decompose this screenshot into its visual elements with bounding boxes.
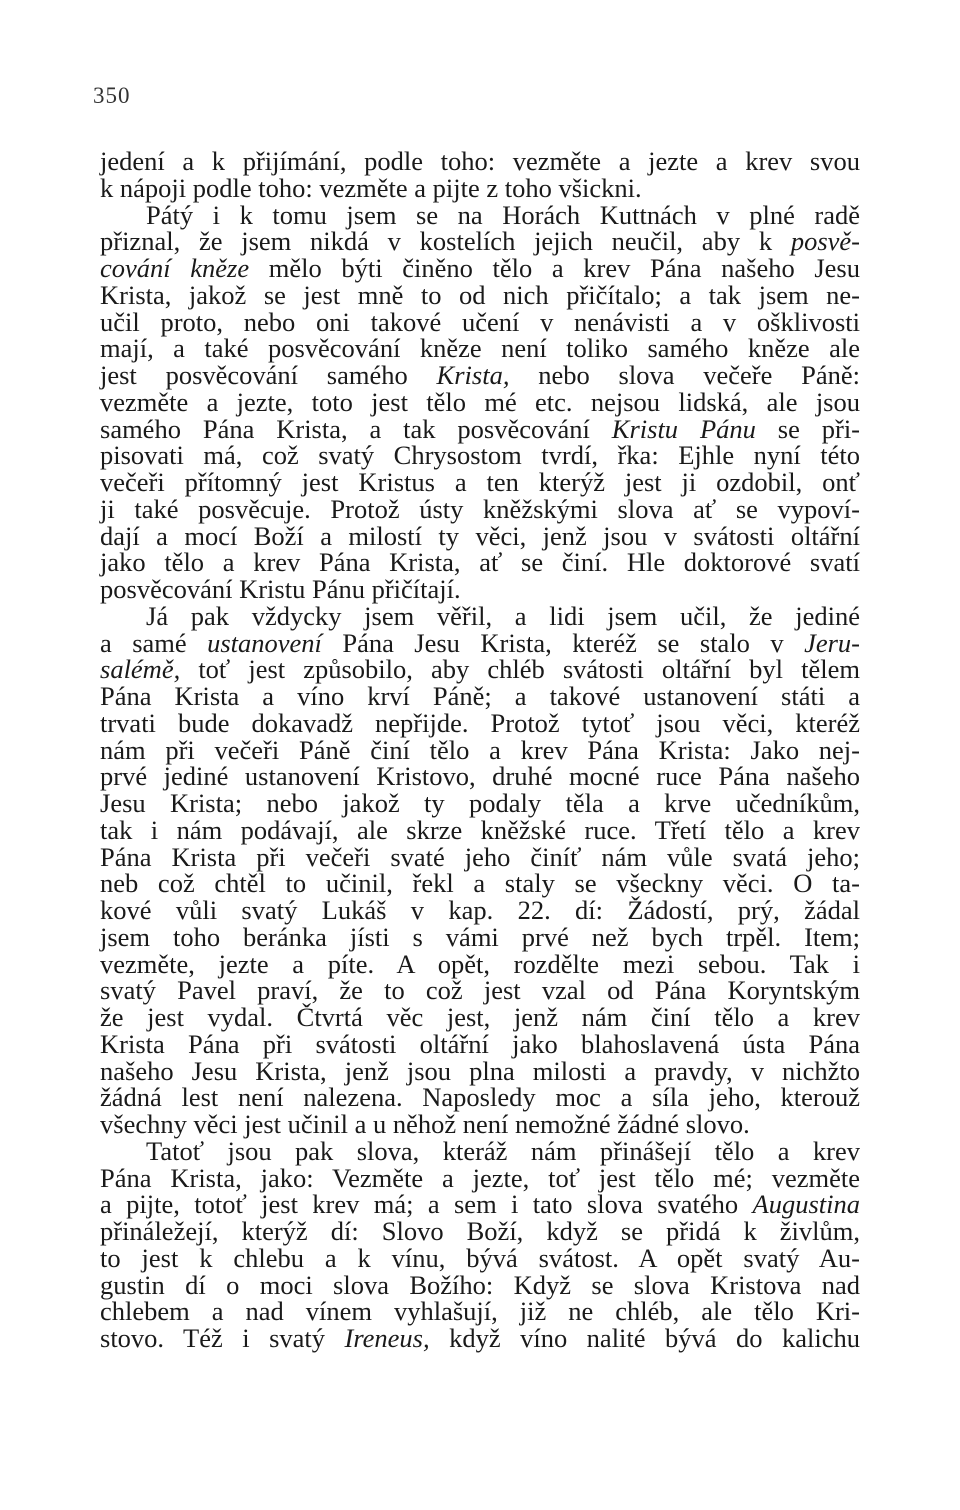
text-segment: vezměte, jezte a píte. A opět, rozdělte mezi sebou. Tak i	[100, 948, 860, 979]
text-segment: přiznal, že jsem nikdá v kostelích jejich neučil, aby k	[100, 226, 791, 257]
text-line	[100, 683, 860, 710]
text-line	[100, 148, 860, 175]
body-text	[100, 148, 860, 1352]
text-segment: Pána Krista při večeři svaté jeho činíť nám vůle svatá jeho;	[100, 841, 860, 872]
page-number: 350	[93, 83, 131, 108]
italic-text: Kristu Pánu	[611, 413, 756, 444]
text-line	[100, 656, 860, 683]
text-line	[100, 576, 860, 603]
text-segment: trvati bude dokavadž nepřijde. Protož tytoť jsou věci, kteréž	[100, 707, 860, 738]
text-line	[100, 1162, 860, 1193]
text-line	[100, 1218, 860, 1245]
italic-text: Ireneus,	[344, 1323, 430, 1353]
text-segment: mělo býti činěno tělo a krev Pána našeho Jesu	[249, 253, 860, 283]
text-segment: nám při večeři Páně činí tělo a krev Pána Krista: Jako nej-	[100, 734, 860, 765]
text-line	[100, 255, 860, 282]
italic-text: salémě,	[100, 654, 181, 685]
text-line	[100, 1135, 860, 1166]
text-segment: všechny věci jest učinil a u něhož není nemožné žádné slovo.	[100, 1109, 750, 1139]
text-line	[100, 948, 860, 979]
text-segment: a pijte, totoť jest krev má; a sem i tato slova svatého	[100, 1189, 753, 1220]
text-segment: večeři přítomný jest Kristus a ten kterýž jest ji ozdobil, onť	[100, 467, 860, 497]
text-line	[100, 228, 860, 255]
text-segment: k nápoji podle toho: vezměte a pijte z toho všickni.	[100, 172, 642, 203]
text-line	[100, 1028, 860, 1059]
text-segment: vezměte a jezte, toto jest tělo mé etc. nejsou lidská, ale jsou	[100, 386, 860, 417]
text-line	[100, 1325, 860, 1352]
text-segment: jsem toho beránka jísti s vámi prvé než bych trpěl. Item;	[100, 921, 860, 952]
text-line	[100, 469, 860, 496]
text-line	[100, 1084, 860, 1111]
text-line	[100, 977, 860, 1004]
text-segment: Jesu Krista; nebo jakož ty podaly těla a krve učedníkům,	[100, 788, 860, 818]
text-line	[100, 335, 860, 362]
text-line	[100, 1298, 860, 1325]
text-line	[100, 362, 860, 389]
text-line	[100, 413, 861, 444]
text-segment: jest posvěcování samého	[100, 360, 437, 390]
text-segment: to jest k chlebu a k vínu, bývá svátost. A opět svatý Au-	[100, 1242, 860, 1273]
text-segment: stovo. Též i svatý	[100, 1323, 345, 1353]
text-segment: Pána Jesu Krista, kteréž se stalo v	[321, 627, 805, 658]
text-segment: Pána Krista, jako: Vezměte a jezte, toť jest tělo mé; vezměte	[100, 1162, 860, 1193]
text-segment: mají, a také posvěcování kněze není toliko samého kněze ale	[100, 333, 860, 364]
text-segment: gustin dí o moci slova Božího: Když se slova Kristova nad	[100, 1269, 860, 1300]
text-segment: jedení a k přijímání, podle toho: vezměte a jezte a krev svou	[100, 146, 860, 176]
text-line	[100, 386, 860, 417]
text-segment: chlebem a nad vínem vyhlašují, již ne chléb, ale tělo Kri-	[100, 1296, 860, 1327]
text-segment: a samé	[100, 627, 208, 658]
text-line	[100, 600, 860, 631]
text-segment: Pátý i k tomu jsem se na Horách Kuttnách v plné radě	[146, 199, 860, 230]
text-segment: samého Pána Krista, a tak posvěcování	[100, 413, 612, 444]
text-segment: našeho Jesu Krista, jenž jsou plna milosti a pravdy, v nichžto	[100, 1055, 860, 1086]
text-segment: učil proto, nebo oni takové učení v nenávisti a v ošklivosti	[100, 306, 860, 337]
text-line	[100, 172, 860, 203]
text-line	[100, 897, 860, 924]
text-line	[100, 1004, 860, 1031]
text-line	[100, 279, 860, 310]
text-segment: Krista, jakož se jest mně to od nich přičítalo; a tak jsem ne-	[100, 279, 860, 310]
text-line	[100, 199, 860, 230]
text-segment: Tatoť jsou pak slova, kteráž nám přinášejí tělo a krev	[146, 1135, 860, 1166]
text-segment: se při-	[755, 413, 861, 444]
text-line	[100, 1242, 860, 1273]
text-segment: že jest vydal. Čtvrtá věc jest, jenž nám činí tělo a krev	[100, 1002, 860, 1032]
text-segment: jako tělo a krev Pána Krista, ať se činí. Hle doktorové svatí	[100, 547, 860, 578]
text-segment: nebo slova večeře Páně:	[509, 360, 860, 390]
text-line	[100, 841, 860, 872]
text-segment: prvé jediné ustanovení Kristovo, druhé mocné ruce Pána našeho	[100, 761, 860, 792]
italic-text: Jeru-	[804, 627, 860, 658]
text-segment: Pána Krista a víno krví Páně; a takové ustanovení státi a	[100, 681, 860, 711]
text-line	[100, 549, 860, 576]
text-segment: přináležejí, kterýž dí: Slovo Boží, když se přidá k živlům,	[100, 1216, 860, 1246]
italic-text: posvě-	[790, 226, 860, 257]
text-segment: když víno nalité bývá do kalichu	[429, 1323, 860, 1353]
text-line	[100, 1191, 860, 1218]
text-segment: posvěcování Kristu Pánu přičítají.	[100, 574, 461, 604]
text-segment: svatý Pavel praví, že to což jest vzal od Pána Koryntským	[100, 975, 860, 1006]
text-segment: žádná lest není nalezena. Naposledy moc a síla jeho, kterouž	[100, 1082, 860, 1113]
text-line	[100, 707, 860, 738]
text-segment: neb což chtěl to učinil, řekl a staly se všeckny věci. O ta-	[100, 868, 860, 899]
text-segment: pisovati má, což svatý Chrysostom tvrdí, řka: Ejhle nyní této	[100, 440, 860, 471]
text-line	[100, 306, 860, 337]
text-line	[100, 442, 860, 469]
text-line	[100, 814, 860, 845]
text-line	[100, 520, 860, 551]
italic-text: cování kněze	[100, 253, 250, 283]
italic-text: Augustina	[752, 1189, 860, 1220]
text-segment: Krista Pána při svátosti oltářní jako blahoslavená ústa Pána	[100, 1028, 860, 1059]
text-line	[100, 921, 860, 952]
italic-text: ustanovení	[207, 627, 322, 658]
text-line	[100, 1055, 860, 1086]
text-line	[100, 734, 860, 765]
text-line	[100, 790, 860, 817]
text-segment: dají a mocí Boží a milostí ty věci, jenž jsou v svátosti oltářní	[100, 520, 860, 551]
text-segment: toť jest způsobilo, aby chléb svátosti oltářní byl tělem	[180, 654, 860, 685]
text-segment: kové vůli svatý Lukáš v kap. 22. dí: Žádostí, prý, žádal	[100, 895, 860, 925]
text-segment: ji také posvěcuje. Protož ústy kněžskými slova ať se vypoví-	[100, 493, 860, 524]
text-line	[100, 763, 860, 790]
text-segment: tak i nám podávají, ale skrze kněžské ruce. Třetí tělo a krev	[100, 814, 860, 845]
italic-text: Krista,	[436, 360, 510, 390]
text-line	[100, 1269, 860, 1300]
text-segment: Já pak vždycky jsem věřil, a lidi jsem učil, že jediné	[146, 600, 860, 631]
text-line	[100, 493, 860, 524]
text-line	[100, 627, 860, 658]
text-line	[100, 870, 860, 897]
text-line	[100, 1111, 860, 1138]
